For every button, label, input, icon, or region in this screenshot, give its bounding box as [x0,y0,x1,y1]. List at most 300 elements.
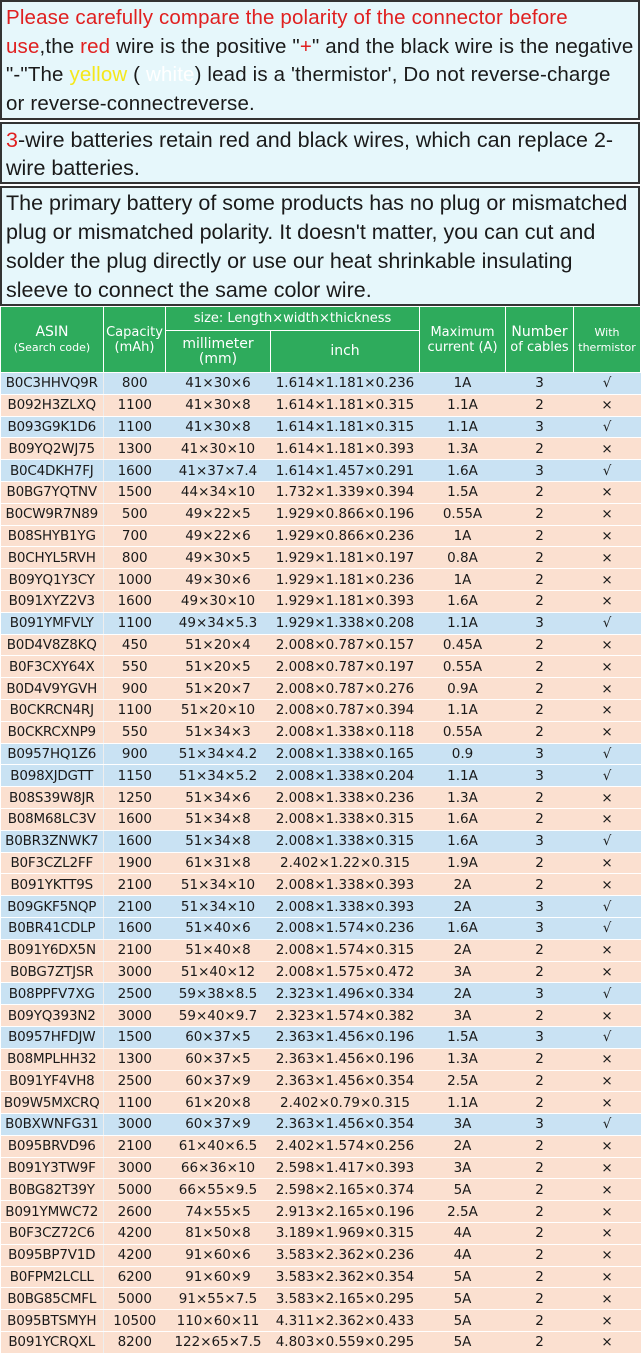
cell-inch: 2.323×1.574×0.382 [271,1005,420,1027]
header-capacity-unit: (mAh) [114,339,155,355]
cell-max-current: 1.9A [420,852,506,874]
cell-capacity: 1300 [104,1048,166,1070]
plug-note-text: The primary battery of some products has no plug or mismatched plug or mismatched polarity. It doesn't matter, you can cut and solder the plug directly or use our heat shrinkable insulating sleeve to connect the same color wire. [6,191,628,302]
cell-capacity: 1900 [104,852,166,874]
cell-thermistor: × [574,547,641,569]
cell-inch: 2.598×1.417×0.393 [271,1157,420,1179]
cell-asin: B0D4V8Z8KQ [1,634,104,656]
cell-cables: 3 [506,1026,574,1048]
cell-thermistor: √ [574,765,641,787]
cell-millimeter: 91×55×7.5 [166,1288,271,1310]
cell-max-current: 1.6A [420,917,506,939]
header-cables [506,307,574,373]
cell-capacity: 3000 [104,1005,166,1027]
cell-thermistor: √ [574,1114,641,1136]
cell-max-current: 0.55A [420,656,506,678]
cell-max-current: 1A [420,569,506,591]
cell-cables: 2 [506,808,574,830]
cell-thermistor: × [574,503,641,525]
cell-capacity: 1100 [104,612,166,634]
cell-millimeter: 51×34×10 [166,874,271,896]
warning-text: " and the black wire is the negative "-"The [6,34,634,86]
table-row [1,1266,641,1288]
cell-millimeter: 60×37×5 [166,1026,271,1048]
cell-millimeter: 49×30×6 [166,569,271,591]
cell-capacity: 700 [104,525,166,547]
cell-inch: 2.008×1.338×0.315 [271,830,420,852]
cell-inch: 4.803×0.559×0.295 [271,1332,420,1354]
cell-asin: B0CHYL5RVH [1,547,104,569]
plug-note [0,186,640,306]
table-row [1,1223,641,1245]
cell-capacity: 4200 [104,1223,166,1245]
cell-inch: 1.614×1.181×0.315 [271,394,420,416]
cell-inch: 2.363×1.456×0.354 [271,1070,420,1092]
cell-millimeter: 59×40×9.7 [166,1005,271,1027]
cell-thermistor: × [574,874,641,896]
cell-thermistor: √ [574,830,641,852]
cell-asin: B0957HFDJW [1,1026,104,1048]
cell-capacity: 8200 [104,1332,166,1354]
cell-thermistor: × [574,721,641,743]
cell-thermistor: √ [574,917,641,939]
cell-inch: 2.008×1.574×0.315 [271,939,420,961]
cell-millimeter: 51×34×5.2 [166,765,271,787]
cell-millimeter: 51×34×8 [166,808,271,830]
cell-thermistor: × [574,808,641,830]
cell-asin: B091XYZ2V3 [1,590,104,612]
cell-asin: B09YQ2WJ75 [1,438,104,460]
cell-cables: 2 [506,481,574,503]
cell-capacity: 1600 [104,590,166,612]
cell-max-current: 1A [420,525,506,547]
cell-capacity: 900 [104,678,166,700]
table-row [1,525,641,547]
cell-asin: B0BR3ZNWK7 [1,830,104,852]
cell-max-current: 2A [420,983,506,1005]
table-row [1,1332,641,1354]
cell-millimeter: 61×40×6.5 [166,1135,271,1157]
cell-inch: 2.402×1.574×0.256 [271,1135,420,1157]
table-row [1,1114,641,1136]
cell-max-current: 3A [420,1005,506,1027]
cell-thermistor: × [574,1157,641,1179]
cell-millimeter: 51×40×12 [166,961,271,983]
cell-thermistor: × [574,852,641,874]
header-capacity-label: Capacity [106,324,163,340]
cell-millimeter: 66×55×9.5 [166,1179,271,1201]
cell-cables: 2 [506,1048,574,1070]
cell-asin: B095BP7V1D [1,1244,104,1266]
cell-cables: 3 [506,1114,574,1136]
cell-inch: 1.732×1.339×0.394 [271,481,420,503]
cell-inch: 1.929×1.181×0.197 [271,547,420,569]
cell-thermistor: √ [574,896,641,918]
cell-cables: 2 [506,1092,574,1114]
cell-capacity: 3000 [104,1114,166,1136]
cell-cables: 2 [506,394,574,416]
cell-capacity: 800 [104,373,166,395]
table-row [1,699,641,721]
cell-cables: 2 [506,590,574,612]
cell-asin: B091YMWC72 [1,1201,104,1223]
cell-asin: B09W5MXCRQ [1,1092,104,1114]
cell-capacity: 2100 [104,896,166,918]
cell-cables: 2 [506,1332,574,1354]
cell-thermistor: × [574,1135,641,1157]
cell-max-current: 0.9 [420,743,506,765]
cell-asin: B0F3CZL2FF [1,852,104,874]
cell-asin: B09GKF5NQP [1,896,104,918]
cell-inch: 2.598×2.165×0.374 [271,1179,420,1201]
cell-inch: 1.929×1.181×0.236 [271,569,420,591]
cell-millimeter: 51×34×8 [166,830,271,852]
cell-thermistor: × [574,394,641,416]
cell-inch: 2.913×2.165×0.196 [271,1201,420,1223]
header-max-current [420,307,506,373]
cell-capacity: 1300 [104,438,166,460]
warning-text: ,the [39,34,81,58]
table-row [1,416,641,438]
cell-millimeter: 66×36×10 [166,1157,271,1179]
cell-cables: 2 [506,699,574,721]
cell-inch: 2.008×1.338×0.236 [271,787,420,809]
cell-thermistor: × [574,656,641,678]
table-row [1,547,641,569]
cell-capacity: 1600 [104,460,166,482]
cell-capacity: 1100 [104,394,166,416]
table-row [1,394,641,416]
cell-thermistor: × [574,1223,641,1245]
cell-thermistor: √ [574,416,641,438]
table-row [1,438,641,460]
cell-thermistor: × [574,787,641,809]
cell-asin: B095BTSMYH [1,1310,104,1332]
cell-max-current: 1.1A [420,416,506,438]
cell-max-current: 1A [420,373,506,395]
cell-inch: 2.402×0.79×0.315 [271,1092,420,1114]
cell-millimeter: 51×20×7 [166,678,271,700]
cell-thermistor: × [574,1048,641,1070]
cell-inch: 2.008×1.574×0.236 [271,917,420,939]
cell-capacity: 1250 [104,787,166,809]
cell-thermistor: × [574,1310,641,1332]
table-row [1,983,641,1005]
cell-inch: 2.363×1.456×0.196 [271,1026,420,1048]
cell-capacity: 1000 [104,569,166,591]
table-row [1,896,641,918]
cell-thermistor: × [574,1005,641,1027]
cell-max-current: 4A [420,1223,506,1245]
cell-cables: 2 [506,1179,574,1201]
cell-millimeter: 41×30×6 [166,373,271,395]
cell-max-current: 0.45A [420,634,506,656]
cell-max-current: 1.5A [420,481,506,503]
cell-thermistor: × [574,1070,641,1092]
table-row [1,1048,641,1070]
cell-inch: 1.929×1.338×0.208 [271,612,420,634]
cell-cables: 3 [506,983,574,1005]
cell-inch: 2.008×1.338×0.393 [271,896,420,918]
cell-millimeter: 49×22×6 [166,525,271,547]
cell-max-current: 4A [420,1244,506,1266]
cell-inch: 1.614×1.457×0.291 [271,460,420,482]
table-row [1,1005,641,1027]
table-row [1,917,641,939]
cell-capacity: 2100 [104,874,166,896]
cell-max-current: 0.9A [420,678,506,700]
cell-thermistor: √ [574,373,641,395]
cell-capacity: 1600 [104,917,166,939]
header-mm-label: millimeter [182,335,254,352]
cell-thermistor: × [574,1201,641,1223]
white-word: white [146,63,195,86]
cell-thermistor: × [574,481,641,503]
cell-capacity: 550 [104,721,166,743]
cell-asin: B0BXWNFG31 [1,1114,104,1136]
warning-lead: Please carefully compare the polarity of the connector before use [6,6,568,58]
table-row [1,721,641,743]
cell-asin: B0BG85CMFL [1,1288,104,1310]
cell-asin: B093G9K1D6 [1,416,104,438]
cell-inch: 3.189×1.969×0.315 [271,1223,420,1245]
cell-asin: B0F3CXY64X [1,656,104,678]
cell-asin: B091Y3TW9F [1,1157,104,1179]
cell-max-current: 0.8A [420,547,506,569]
cell-cables: 2 [506,634,574,656]
header-max-current-unit: current (A) [427,339,498,355]
cell-max-current: 1.3A [420,438,506,460]
table-row [1,961,641,983]
header-size-label: size: Length×width×thickness [193,311,392,326]
table-row [1,373,641,395]
cell-max-current: 1.3A [420,1048,506,1070]
cell-capacity: 1600 [104,830,166,852]
cell-capacity: 500 [104,503,166,525]
cell-cables: 3 [506,896,574,918]
cell-asin: B09YQ1Y3CY [1,569,104,591]
warning-text: ( [127,63,146,86]
cell-millimeter: 49×34×5.3 [166,612,271,634]
table-row [1,1135,641,1157]
header-max-current-label: Maximum [430,324,495,340]
cell-millimeter: 122×65×7.5 [166,1332,271,1354]
table-row [1,787,641,809]
cell-asin: B0D4V9YGVH [1,678,104,700]
cell-capacity: 1100 [104,1092,166,1114]
cell-max-current: 5A [420,1288,506,1310]
table-row [1,1070,641,1092]
cell-asin: B0C4DKH7FJ [1,460,104,482]
cell-millimeter: 60×37×9 [166,1070,271,1092]
cell-millimeter: 51×20×10 [166,699,271,721]
three-wire-text: -wire batteries retain red and black wires, which can replace 2-wire batteries. [6,128,614,180]
three-digit: 3 [6,128,18,152]
table-row [1,460,641,482]
cell-thermistor: × [574,1332,641,1354]
cell-cables: 2 [506,939,574,961]
cell-asin: B0F3CZ72C6 [1,1223,104,1245]
header-millimeter [166,331,271,373]
cell-millimeter: 61×20×8 [166,1092,271,1114]
cell-cables: 2 [506,721,574,743]
cell-cables: 3 [506,765,574,787]
cell-millimeter: 91×60×9 [166,1266,271,1288]
cell-max-current: 5A [420,1332,506,1354]
cell-asin: B09YQ393N2 [1,1005,104,1027]
cell-thermistor: × [574,525,641,547]
cell-inch: 2.008×1.338×0.315 [271,808,420,830]
cell-asin: B091YMFVLY [1,612,104,634]
three-wire-note [0,122,640,184]
warning-text: ) lead is a 'thermistor', Do not reverse-charge or reverse-connectreverse. [6,63,611,115]
header-mm-unit: (mm) [198,350,238,367]
cell-asin: B0BG7ZTJSR [1,961,104,983]
cell-cables: 2 [506,1135,574,1157]
cell-asin: B091YKTT9S [1,874,104,896]
cell-asin: B0CKRCN4RJ [1,699,104,721]
cell-capacity: 2100 [104,1135,166,1157]
cell-capacity: 1100 [104,416,166,438]
cell-max-current: 1.1A [420,765,506,787]
table-row [1,1026,641,1048]
cell-capacity: 1600 [104,808,166,830]
cell-capacity: 1500 [104,481,166,503]
cell-thermistor: × [574,438,641,460]
cell-thermistor: √ [574,743,641,765]
table-row [1,743,641,765]
cell-cables: 2 [506,678,574,700]
cell-cables: 2 [506,547,574,569]
header-size [166,307,420,331]
cell-thermistor: × [574,569,641,591]
cell-thermistor: × [574,678,641,700]
cell-capacity: 550 [104,656,166,678]
cell-asin: B091YF4VH8 [1,1070,104,1092]
cell-millimeter: 41×30×10 [166,438,271,460]
cell-max-current: 1.5A [420,1026,506,1048]
cell-thermistor: √ [574,612,641,634]
cell-cables: 3 [506,612,574,634]
cell-inch: 2.323×1.496×0.334 [271,983,420,1005]
cell-inch: 3.583×2.362×0.354 [271,1266,420,1288]
cell-inch: 2.402×1.22×0.315 [271,852,420,874]
cell-inch: 1.929×0.866×0.196 [271,503,420,525]
cell-cables: 3 [506,460,574,482]
cell-capacity: 900 [104,743,166,765]
cell-inch: 2.008×0.787×0.394 [271,699,420,721]
cell-capacity: 450 [104,634,166,656]
cell-max-current: 1.6A [420,590,506,612]
cell-cables: 2 [506,656,574,678]
cell-millimeter: 41×30×8 [166,416,271,438]
cell-capacity: 5000 [104,1179,166,1201]
header-asin [1,307,104,373]
cell-capacity: 3000 [104,1157,166,1179]
cell-millimeter: 49×30×5 [166,547,271,569]
cell-asin: B08MPLHH32 [1,1048,104,1070]
cell-asin: B0957HQ1Z6 [1,743,104,765]
cell-cables: 2 [506,525,574,547]
cell-max-current: 2A [420,1135,506,1157]
cell-cables: 3 [506,830,574,852]
cell-cables: 2 [506,1310,574,1332]
table-body [1,373,641,1354]
cell-thermistor: √ [574,460,641,482]
cell-millimeter: 51×34×6 [166,787,271,809]
cell-max-current: 1.6A [420,808,506,830]
cell-asin: B091YCRQXL [1,1332,104,1354]
cell-max-current: 2A [420,939,506,961]
cell-thermistor: × [574,1179,641,1201]
cell-millimeter: 51×34×10 [166,896,271,918]
cell-millimeter: 51×40×6 [166,917,271,939]
header-asin-sub: (Search code) [13,340,91,354]
table-row [1,808,641,830]
header-cables-sub: of cables [510,339,569,355]
cell-asin: B095BRVD96 [1,1135,104,1157]
cell-millimeter: 49×30×10 [166,590,271,612]
cell-inch: 2.008×0.787×0.276 [271,678,420,700]
cell-inch: 4.311×2.362×0.433 [271,1310,420,1332]
cell-thermistor: √ [574,983,641,1005]
cell-millimeter: 60×37×9 [166,1114,271,1136]
cell-capacity: 2600 [104,1201,166,1223]
cell-inch: 1.614×1.181×0.315 [271,416,420,438]
cell-max-current: 2.5A [420,1070,506,1092]
cell-inch: 1.929×1.181×0.393 [271,590,420,612]
cell-cables: 2 [506,1070,574,1092]
cell-max-current: 0.55A [420,721,506,743]
table-row [1,765,641,787]
cell-cables: 2 [506,1244,574,1266]
yellow-word: yellow [69,63,128,86]
cell-capacity: 6200 [104,1266,166,1288]
header-inch [271,331,420,373]
cell-asin: B092H3ZLXQ [1,394,104,416]
cell-thermistor: × [574,1244,641,1266]
cell-cables: 2 [506,1005,574,1027]
red-word: red [80,34,111,58]
cell-capacity: 4200 [104,1244,166,1266]
cell-max-current: 1.1A [420,699,506,721]
cell-millimeter: 44×34×10 [166,481,271,503]
cell-thermistor: × [574,939,641,961]
cell-asin: B0BG7YQTNV [1,481,104,503]
cell-thermistor: × [574,699,641,721]
cell-millimeter: 51×34×4.2 [166,743,271,765]
table-row [1,569,641,591]
cell-thermistor: √ [574,1026,641,1048]
cell-max-current: 3A [420,1114,506,1136]
cell-asin: B08M68LC3V [1,808,104,830]
cell-thermistor: × [574,1092,641,1114]
cell-millimeter: 49×22×5 [166,503,271,525]
table-row [1,503,641,525]
cell-cables: 2 [506,569,574,591]
cell-capacity: 1500 [104,1026,166,1048]
cell-capacity: 3000 [104,961,166,983]
cell-max-current: 1.3A [420,787,506,809]
cell-thermistor: × [574,961,641,983]
cell-thermistor: × [574,1288,641,1310]
cell-capacity: 2500 [104,1070,166,1092]
cell-millimeter: 60×37×5 [166,1048,271,1070]
cell-inch: 2.008×0.787×0.197 [271,656,420,678]
cell-thermistor: × [574,590,641,612]
cell-max-current: 1.1A [420,1092,506,1114]
cell-max-current: 2.5A [420,1201,506,1223]
